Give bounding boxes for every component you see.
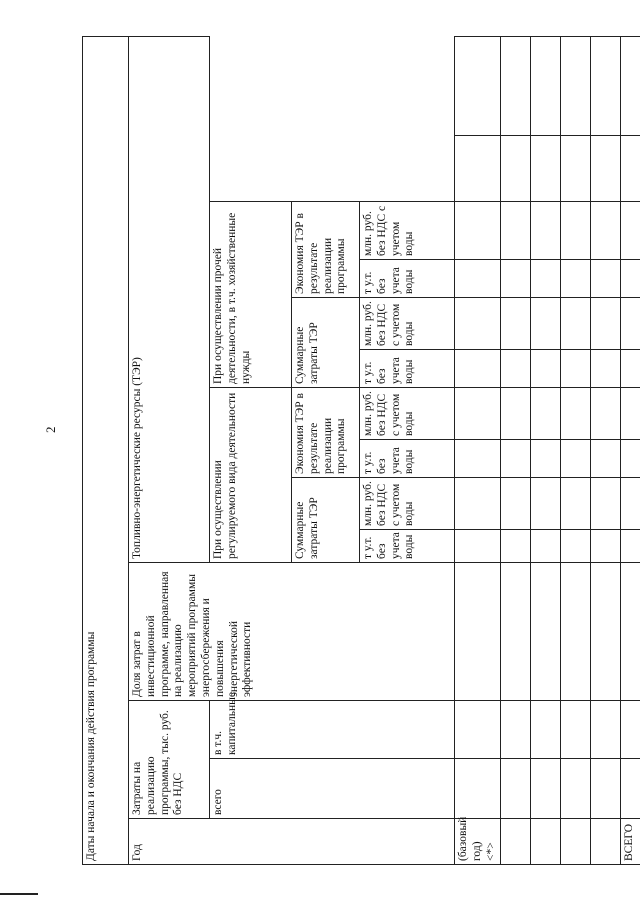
table-row xyxy=(455,36,501,864)
unit-rub: млн. руб. без НДС с учетом воды xyxy=(360,298,455,350)
total-row-label: ВСЕГО xyxy=(621,819,640,865)
page-number: 2 xyxy=(43,426,58,433)
table-row xyxy=(621,36,640,864)
table-row xyxy=(591,36,621,864)
regulated-total-costs-header: Суммарные затраты ТЭР xyxy=(292,478,360,563)
unit-tut: т у.т. без учета воды xyxy=(360,530,455,563)
other-activity-header: При осуществлении прочей деятельности, в т.ч. хозяйственные нужды xyxy=(210,202,292,388)
fuel-resources-header: Топливно-энергетические ресурсы (ТЭР) xyxy=(129,36,210,562)
costs-capital-header: в т.ч. капитальные xyxy=(210,701,455,759)
table-row xyxy=(561,36,591,864)
unit-tut: т у.т. без учета воды xyxy=(360,440,455,478)
regulated-savings-header: Экономия ТЭР в результате реализации программы xyxy=(292,388,360,478)
share-header: Доля затрат в инвестиционной программе, направленная на реализацию мероприятий программы энергосбережения и повышения энергетической эффективности xyxy=(129,563,455,701)
unit-rub: млн. руб. без НДС с учетом воды xyxy=(360,478,455,530)
unit-rub: млн. руб. без НДС с учетом воды xyxy=(360,388,455,440)
table-row xyxy=(531,36,561,864)
year-header: Год xyxy=(129,819,455,865)
regulated-activity-header: При осуществлении регулируемого вида деятельности xyxy=(210,388,292,563)
other-savings-header: Экономия ТЭР в результате реализации программы xyxy=(292,202,360,298)
table-row xyxy=(501,36,531,864)
base-year-label: (базовый год) <*> xyxy=(455,819,501,865)
page-edge-mark xyxy=(0,893,38,895)
period-header: Даты начала и окончания действия программы xyxy=(83,36,129,864)
costs-header: Затраты на реализацию программы, тыс. руб. без НДС xyxy=(129,701,210,819)
other-total-costs-header: Суммарные затраты ТЭР xyxy=(292,298,360,388)
unit-tut: т у.т. без учета воды xyxy=(360,350,455,388)
energy-table-container xyxy=(82,37,636,865)
unit-tut: т у.т. без учета воды xyxy=(360,260,455,298)
energy-saving-table xyxy=(82,36,640,865)
costs-total-header: всего xyxy=(210,759,455,819)
unit-rub: млн. руб. без НДС с учетом воды xyxy=(360,202,455,260)
